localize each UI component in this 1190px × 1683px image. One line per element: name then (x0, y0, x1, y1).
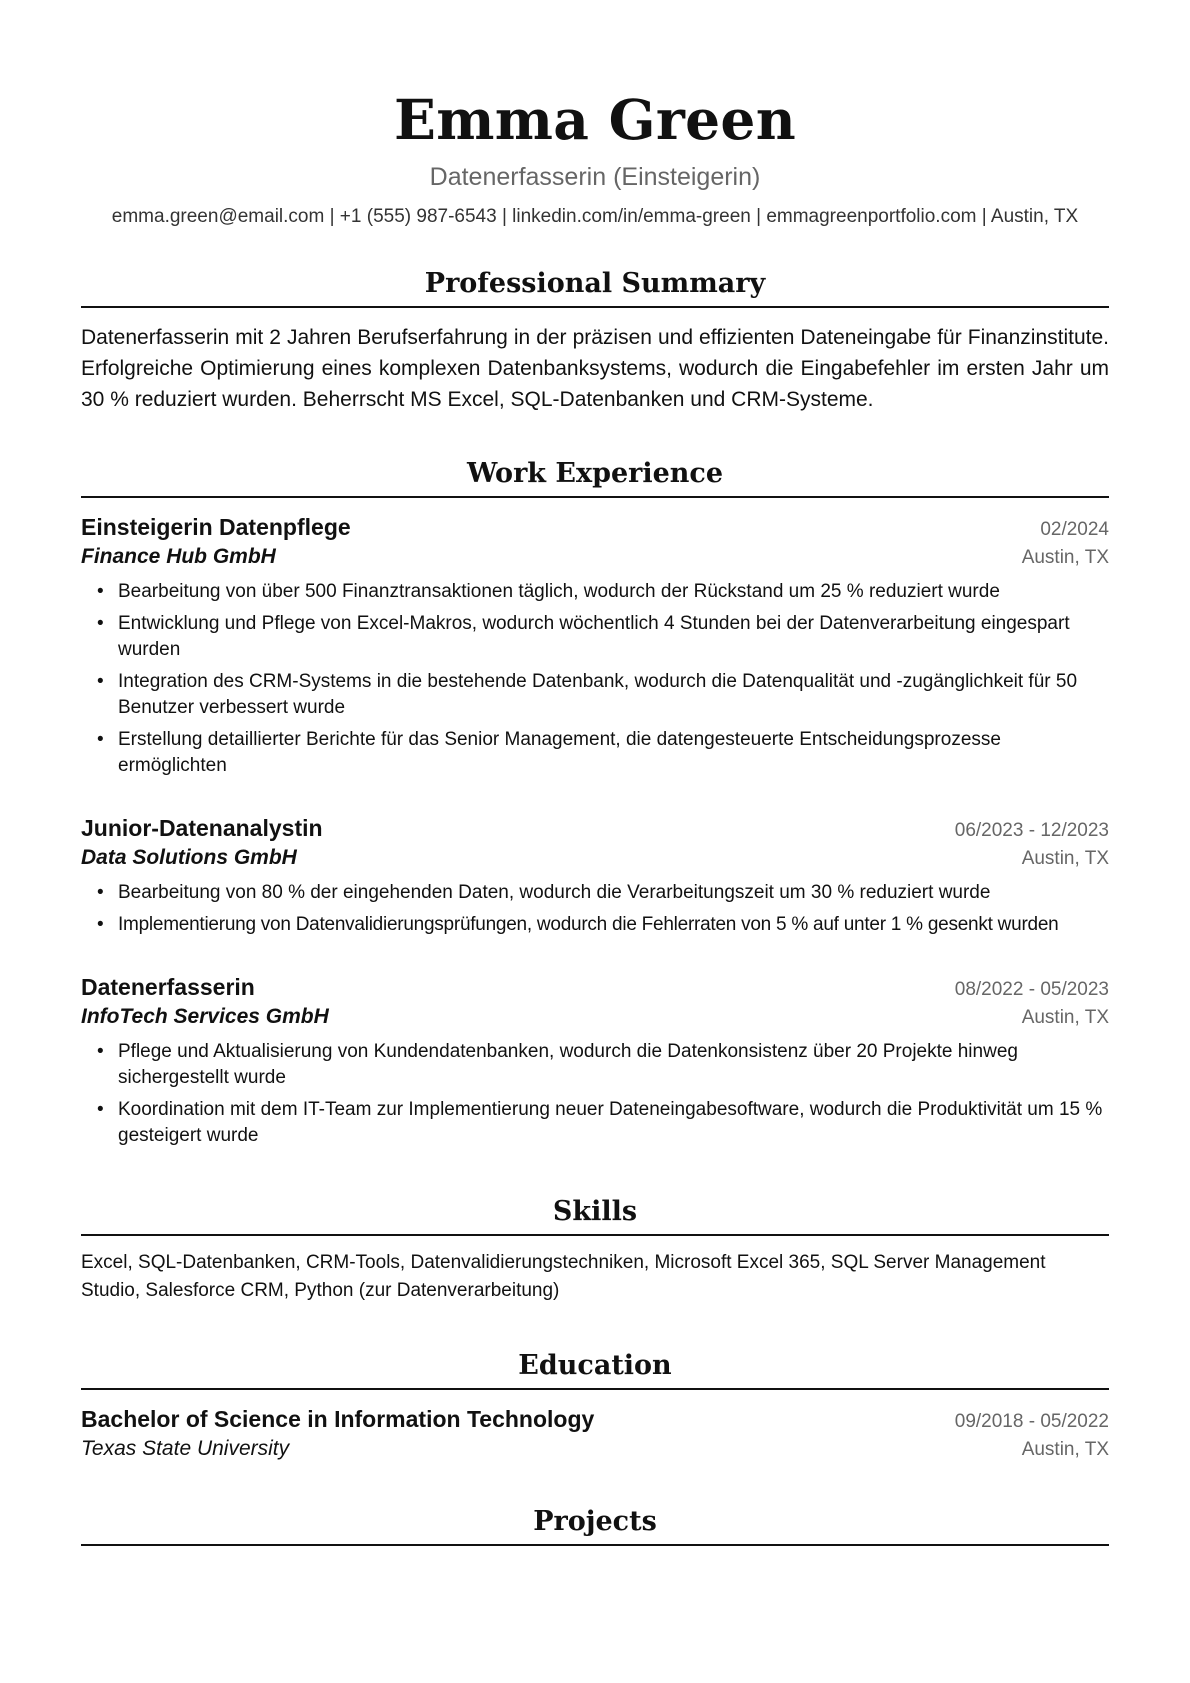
education-date: 09/2018 - 05/2022 (954, 1411, 1109, 1432)
experience-section (81, 457, 1109, 1149)
education-section (81, 1349, 1109, 1463)
candidate-subtitle: Datenerfasserin (Einsteigerin) (429, 163, 761, 191)
degree-title: Bachelor of Science in Information Technology (81, 1406, 595, 1432)
job-company: Finance Hub GmbH (81, 545, 276, 568)
education-location: Austin, TX (1021, 1439, 1109, 1460)
skills-text: Excel, SQL-Datenbanken, CRM-Tools, Datenvalidierungstechniken, Microsoft Excel 365, SQL Server Management Studio, Salesforce CRM, Python (zur Datenverarbeitung) (81, 1252, 1046, 1301)
job-entry (81, 972, 1109, 1149)
projects-section (81, 1505, 1109, 1546)
job-date: 08/2022 - 05/2023 (954, 979, 1109, 1000)
candidate-name: Emma Green (393, 87, 797, 152)
section-title-skills: Skills (552, 1196, 638, 1227)
job-company: InfoTech Services GmbH (81, 1005, 329, 1028)
job-title: Einsteigerin Datenpflege (81, 514, 351, 540)
section-divider (81, 496, 1109, 498)
school-name: Texas State University (81, 1437, 290, 1460)
bullet-icon: • (97, 882, 104, 903)
list-item (81, 611, 1109, 663)
list-item (81, 912, 1109, 938)
bullet-text: Pflege und Aktualisierung von Kundendatenbanken, wodurch die Datenkonsistenz über 20 Projekte hinweg sichergestellt wurde (118, 1041, 1018, 1088)
bullet-text: Koordination mit dem IT-Team zur Implementierung neuer Dateneingabesoftware, wodurch die Produktivität um 15 % gesteigert wurde (118, 1099, 1103, 1146)
job-entry (81, 813, 1109, 938)
section-divider (81, 1544, 1109, 1546)
bullet-icon: • (97, 914, 104, 935)
job-location: Austin, TX (1021, 547, 1109, 568)
job-title: Datenerfasserin (81, 974, 255, 1000)
job-bullets (81, 579, 1109, 779)
bullet-text: Bearbeitung von 80 % der eingehenden Daten, wodurch die Verarbeitungszeit um 30 % reduziert wurde (118, 882, 991, 903)
job-location: Austin, TX (1021, 1007, 1109, 1028)
contact-line: emma.green@email.com | +1 (555) 987-6543 | linkedin.com/in/emma-green | emmagreenportfolio.com | Austin, TX (111, 206, 1079, 227)
section-title-projects: Projects (533, 1506, 657, 1537)
bullet-text: Integration des CRM-Systems in die bestehende Datenbank, wodurch die Datenqualität und -zugänglichkeit für 50 Benutzer verbessert wurde (118, 671, 1078, 718)
bullet-icon: • (97, 1041, 104, 1062)
list-item (81, 727, 1109, 779)
job-entry (81, 512, 1109, 779)
section-title-summary: Professional Summary (424, 268, 766, 299)
job-location: Austin, TX (1021, 848, 1109, 869)
list-item (81, 669, 1109, 721)
bullet-icon: • (97, 671, 104, 692)
bullet-text: Implementierung von Datenvalidierungsprüfungen, wodurch die Fehlerraten von 5 % auf unter 1 % gesenkt wurden (118, 914, 1059, 935)
section-title-experience: Work Experience (466, 458, 724, 489)
list-item (81, 1097, 1109, 1149)
skills-section (81, 1195, 1109, 1305)
list-item (81, 1039, 1109, 1091)
bullet-icon: • (97, 581, 104, 602)
job-title: Junior-Datenanalystin (81, 815, 323, 841)
job-bullets (81, 1039, 1109, 1149)
job-bullets (81, 880, 1109, 938)
section-divider (81, 1388, 1109, 1390)
job-date: 02/2024 (1040, 519, 1109, 540)
bullet-icon: • (97, 1099, 104, 1120)
summary-section (81, 267, 1109, 415)
bullet-text: Bearbeitung von über 500 Finanztransaktionen täglich, wodurch der Rückstand um 25 % reduziert wurde (118, 581, 1000, 602)
job-date: 06/2023 - 12/2023 (954, 820, 1109, 841)
bullet-text: Entwicklung und Pflege von Excel-Makros, wodurch wöchentlich 4 Stunden bei der Datenverarbeitung eingespart wurden (118, 613, 1070, 660)
section-divider (81, 1234, 1109, 1236)
list-item (81, 880, 1109, 906)
job-company: Data Solutions GmbH (81, 846, 297, 869)
bullet-icon: • (97, 729, 104, 750)
section-title-education: Education (518, 1350, 672, 1381)
summary-text: Datenerfasserin mit 2 Jahren Berufserfahrung in der präzisen und effizienten Dateneingabe für Finanzinstitute. Erfolgreiche Optimierung eines komplexen Datenbanksystems, wodurch die Eingabefehler im ersten Jahr um 30 % reduziert wurden. Beherrscht MS Excel, SQL-Datenbanken und CRM-Systeme. (81, 326, 1109, 411)
section-divider (81, 306, 1109, 308)
bullet-icon: • (97, 613, 104, 634)
list-item (81, 579, 1109, 605)
bullet-text: Erstellung detaillierter Berichte für das Senior Management, die datengesteuerte Entscheidungsprozesse ermöglichten (118, 729, 1001, 776)
